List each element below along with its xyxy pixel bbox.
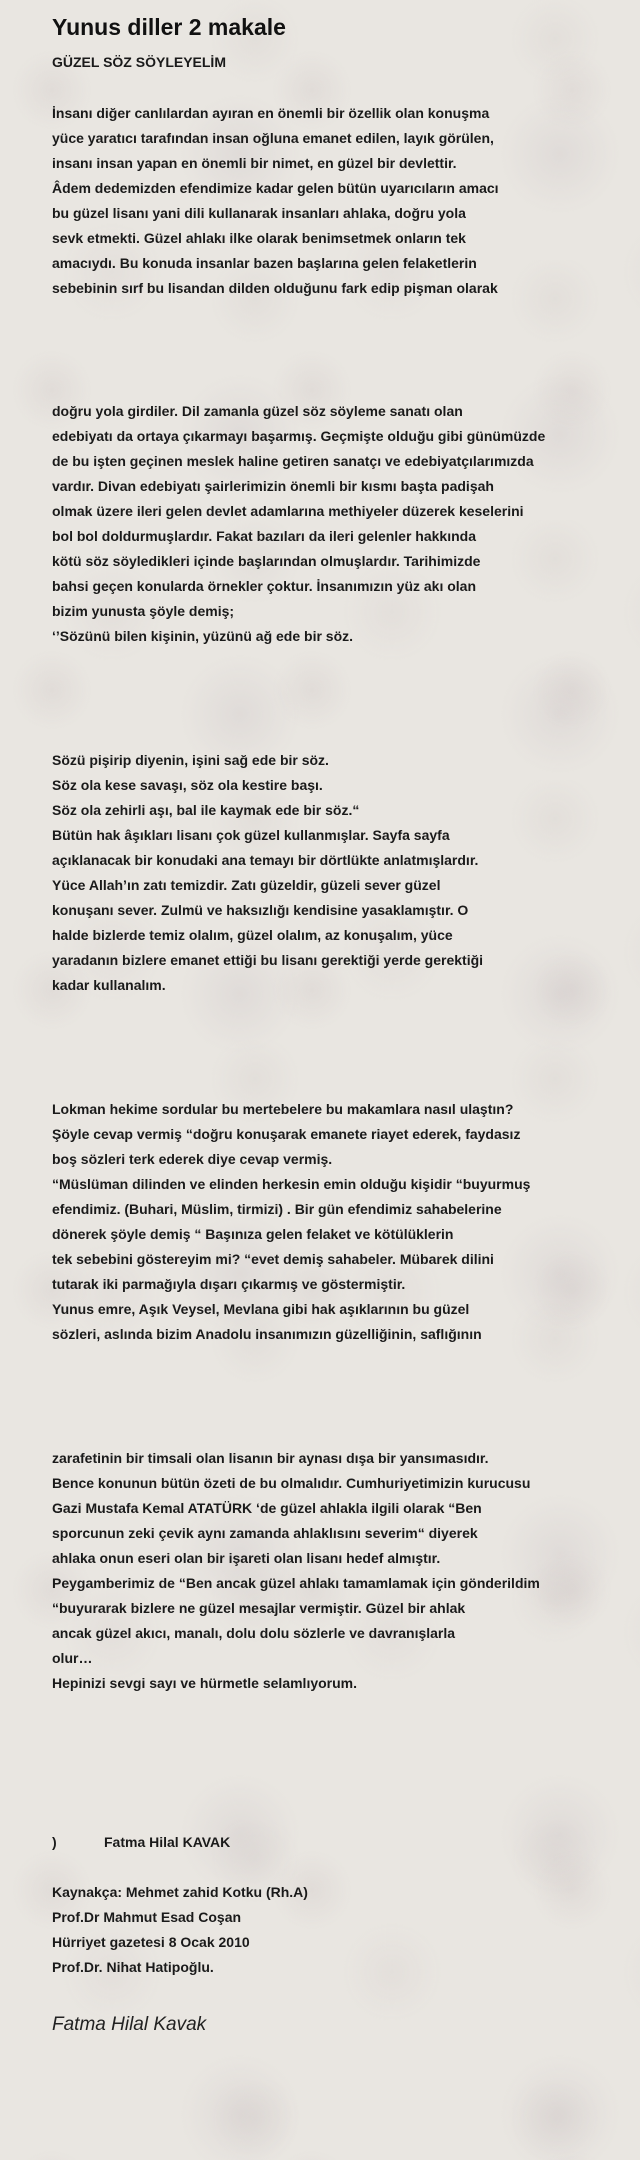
source-item: Hürriyet gazetesi 8 Ocak 2010 [52,1934,250,1950]
text-line: yüce yaratıcı tarafından insan oğluna emanet edilen, layık görülen, [52,130,494,146]
text-line: bol bol doldurmuşlardır. Fakat bazıları da ileri gelenler hakkında [52,528,476,544]
paragraph-2 [52,399,632,649]
text-line: Gazi Mustafa Kemal ATATÜRK ‘de güzel ahlakla ilgili olarak “Ben [52,1500,482,1516]
source-item: Prof.Dr Mahmut Esad Coşan [52,1909,242,1925]
text-line: Hepinizi sevgi sayı ve hürmetle selamlıyorum. [52,1675,358,1691]
text-line: sporcunun zeki çevik aynı zamanda ahlaklısını severim“ diyerek [52,1525,478,1541]
text-line: Sözü pişirip diyenin, işini sağ ede bir söz. [52,752,329,768]
text-line: dönerek şöyle demiş “ Başınıza gelen felaket ve kötülüklerin [52,1226,454,1242]
text-line: tek sebebini göstereyim mi? “evet demiş sahabeler. Mübarek dilini [52,1251,494,1267]
text-line: Yüce Allah’ın zatı temizdir. Zatı güzeldir, güzeli sever güzel [52,877,441,893]
signature [52,1830,632,1855]
text-line: “buyurarak bizlere ne güzel mesajlar vermiştir. Güzel bir ahlak [52,1600,466,1616]
text-line: konuşanı sever. Zulmü ve haksızlığı kendisine yasaklamıştır. O [52,902,469,918]
text-line: zarafetinin bir timsali olan lisanın bir aynası dışa bir yansımasıdır. [52,1450,489,1466]
text-line: Peygamberimiz de “Ben ancak güzel ahlakı tamamlamak için gönderildim [52,1575,540,1591]
text-line: yaradanın bizlere emanet ettiği bu lisanı gerektiği yerde gerektiği [52,952,484,968]
text-line: de bu işten geçinen meslek haline getiren sanatçı ve edebiyatçılarımızda [52,453,534,469]
text-line: edebiyatı da ortaya çıkarmayı başarmış. Geçmişte olduğu gibi günümüzde [52,428,546,444]
author-footer: Fatma Hilal Kavak [52,2014,207,2035]
text-line: Bence konunun bütün özeti de bu olmalıdır. Cumhuriyetimizin kurucusu [52,1475,531,1491]
paragraph-3 [52,748,632,998]
paragraph-4 [52,1097,632,1347]
text-line: sebebinin sırf bu lisandan dilden olduğunu fark edip pişman olarak [52,280,498,296]
signature-paren: ) [52,1834,57,1850]
text-line: Yunus emre, Aşık Veysel, Mevlana gibi hak aşıklarının bu güzel [52,1301,470,1317]
text-line: vardır. Divan edebiyatı şairlerimizin önemli bir kısmı başta padişah [52,478,494,494]
text-line: Bütün hak âşıkları lisanı çok güzel kullanmışlar. Sayfa sayfa [52,827,450,843]
text-line: kadar kullanalım. [52,977,166,993]
article-subtitle: GÜZEL SÖZ SÖYLEYELİM [52,54,226,70]
text-line: doğru yola girdiler. Dil zamanla güzel söz söyleme sanatı olan [52,403,463,419]
text-line: olmak üzere ileri gelen devlet adamlarına methiyeler düzerek keselerini [52,503,524,519]
text-line: bizim yunusta şöyle demiş; [52,603,235,619]
text-line: sözleri, aslında bizim Anadolu insanımızın güzelliğinin, saflığının [52,1326,482,1342]
text-line: Söz ola kese savaşı, söz ola kestire başı. [52,777,323,793]
text-line: amacıydı. Bu konuda insanlar bazen başlarına gelen felaketlerin [52,255,477,271]
text-line: Lokman hekime sordular bu mertebelere bu makamlara nasıl ulaştın? [52,1101,514,1117]
text-line: İnsanı diğer canlılardan ayıran en önemli bir özellik olan konuşma [52,105,490,121]
text-line: ahlaka onun eseri olan bir işareti olan lisanı hedef almıştır. [52,1550,441,1566]
text-line: halde bizlerde temiz olalım, güzel olalım, az konuşalım, yüce [52,927,453,943]
paragraph-5 [52,1446,632,1696]
text-line: efendimiz. (Buhari, Müslim, tirmizi) . Bir gün efendimiz sahabelerine [52,1201,502,1217]
text-line: bu güzel lisanı yani dili kullanarak insanları ahlaka, doğru yola [52,205,466,221]
poem-page [52,12,632,2038]
signature-name: Fatma Hilal KAVAK [104,1834,231,1850]
text-line: bahsi geçen konularda örnekler çoktur. İnsanımızın yüz akı olan [52,578,477,594]
text-line: kötü söz söyledikleri içinde başlarından olmuşlardır. Tarihimizde [52,553,481,569]
source-item: Prof.Dr. Nihat Hatipoğlu. [52,1959,214,1975]
text-line: “Müslüman dilinden ve elinden herkesin emin olduğu kişidir “buyurmuş [52,1176,531,1192]
text-line: ancak güzel akıcı, manalı, dolu dolu sözlerle ve davranışlarla [52,1625,456,1641]
text-line: olur… [52,1650,93,1666]
text-line: sevk etmekti. Güzel ahlakı ilke olarak benimsetmek onların tek [52,230,466,246]
paragraph-1 [52,101,632,301]
text-line: Şöyle cevap vermiş “doğru konuşarak emanete riayet ederek, faydasız [52,1126,521,1142]
text-line: insanı insan yapan en önemli bir nimet, en güzel bir devlettir. [52,155,457,171]
text-line: açıklanacak bir konudaki ana temayı bir dörtlükte anlatmışlardır. [52,852,479,868]
text-line: boş sözleri terk ederek diye cevap vermiş. [52,1151,333,1167]
text-line: tutarak iki parmağıyla dışarı çıkarmış ve göstermiştir. [52,1276,406,1292]
sources-list [52,1880,632,1980]
page-title: Yunus diller 2 makale [52,14,286,40]
source-item: Kaynakça: Mehmet zahid Kotku (Rh.A) [52,1884,308,1900]
text-line: Âdem dedemizden efendimize kadar gelen bütün uyarıcıların amacı [52,180,499,196]
text-line: Söz ola zehirli aşı, bal ile kaymak ede bir söz.“ [52,802,360,818]
text-line: ‘’Sözünü bilen kişinin, yüzünü ağ ede bir söz. [52,628,354,644]
